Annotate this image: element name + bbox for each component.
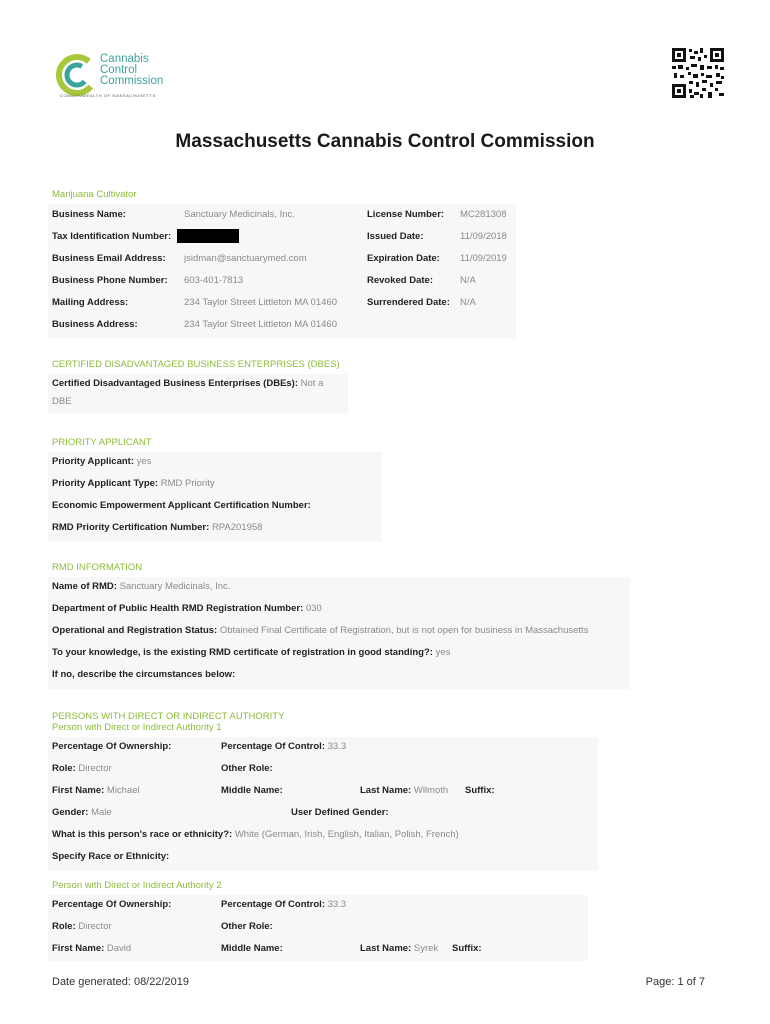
person1-race-value: White (German, Irish, English, Italian, Polish, French) (234, 829, 459, 840)
eea-cert-label: Economic Empowerment Applicant Certification Number: (52, 500, 311, 511)
dbe-value-b: DBE (52, 396, 72, 407)
person1-role-label: Role: (52, 763, 76, 774)
person1-role-value: Director (78, 763, 112, 774)
person2-last-row (360, 943, 438, 954)
person1-last-row (360, 785, 448, 796)
person1-first-row (52, 785, 140, 796)
rmd-standing-row (52, 647, 450, 658)
business-address-value: 234 Taylor Street Littleton MA 01460 (184, 319, 337, 330)
person1-race-label: What is this person's race or ethnicity?: (52, 829, 233, 840)
rmd-cert-value: RPA201958 (211, 522, 263, 533)
person2-control-value: 33.3 (327, 899, 347, 910)
issued-date-label: Issued Date: (367, 231, 424, 242)
person1-control-value: 33.3 (327, 741, 347, 752)
footer-page-number: Page: 1 of 7 (645, 976, 705, 988)
license-type-heading: Marijuana Cultivator (52, 189, 137, 200)
person2-control-row (221, 899, 346, 910)
priority-type-row (52, 478, 215, 489)
rmd-standing-value: yes (435, 647, 451, 658)
tax-id-redaction (177, 229, 239, 243)
business-address-label: Business Address: (52, 319, 138, 330)
person1-last-value: Wilmoth (413, 785, 449, 796)
phone-value: 603-401-7813 (184, 275, 244, 286)
rmd-heading: RMD INFORMATION (52, 562, 143, 573)
person1-gender-label: Gender: (52, 807, 89, 818)
business-name-label: Business Name: (52, 209, 126, 220)
rmd-cert-label: RMD Priority Certification Number: (52, 522, 210, 533)
dbe-value-a: Not a (300, 378, 324, 389)
rmd-name-label: Name of RMD: (52, 581, 117, 592)
person2-other-role-label: Other Role: (221, 921, 273, 932)
email-value: jsidman@sanctuarymed.com (184, 253, 307, 264)
rmd-standing-label: To your knowledge, is the existing RMD certificate of registration in good standing?: (52, 647, 433, 658)
revoked-date-label: Revoked Date: (367, 275, 433, 286)
business-name-value: Sanctuary Medicinals, Inc. (184, 209, 295, 220)
rmd-registration-label: Department of Public Health RMD Registration Number: (52, 603, 304, 614)
rmd-circumstances-label: If no, describe the circumstances below: (52, 669, 236, 680)
mailing-address-label: Mailing Address: (52, 297, 129, 308)
person2-last-value: Syrek (413, 943, 439, 954)
person2-last-label: Last Name: (360, 943, 412, 954)
persons-heading: PERSONS WITH DIRECT OR INDIRECT AUTHORITY (52, 711, 285, 722)
person1-control-label: Percentage Of Control: (221, 741, 325, 752)
rmd-name-value: Sanctuary Medicinals, Inc. (119, 581, 231, 592)
person2-role-label: Role: (52, 921, 76, 932)
person2-role-value: Director (78, 921, 112, 932)
person2-first-value: David (106, 943, 132, 954)
logo-text-line3: Commission (100, 75, 164, 87)
license-number-label: License Number: (367, 209, 445, 220)
qr-code-icon (672, 48, 724, 98)
dbe-heading: CERTIFIED DISADVANTAGED BUSINESS ENTERPRISES (DBES) (52, 359, 340, 370)
person1-last-label: Last Name: (360, 785, 412, 796)
person1-suffix-label: Suffix: (465, 785, 495, 796)
person2-middle-label: Middle Name: (221, 943, 283, 954)
priority-type-value: RMD Priority (160, 478, 215, 489)
phone-label: Business Phone Number: (52, 275, 168, 286)
expiration-date-value: 11/09/2019 (460, 253, 507, 264)
person2-first-label: First Name: (52, 943, 105, 954)
surrendered-date-value: N/A (460, 297, 476, 308)
person1-gender-row (52, 807, 112, 818)
rmd-registration-row (52, 603, 322, 614)
surrendered-date-label: Surrendered Date: (367, 297, 450, 308)
priority-type-label: Priority Applicant Type: (52, 478, 159, 489)
rmd-status-label: Operational and Registration Status: (52, 625, 218, 636)
person1-specify-label: Specify Race or Ethnicity: (52, 851, 170, 862)
ccc-logo-mark-icon (56, 54, 98, 96)
ccc-logo (56, 52, 186, 100)
person1-ownership-label: Percentage Of Ownership: (52, 741, 172, 752)
priority-applicant-label: Priority Applicant: (52, 456, 134, 467)
rmd-registration-value: 030 (305, 603, 322, 614)
person1-first-value: Michael (106, 785, 140, 796)
person1-other-role-label: Other Role: (221, 763, 273, 774)
person2-suffix-label: Suffix: (452, 943, 482, 954)
issued-date-value: 11/09/2018 (460, 231, 507, 242)
person2-ownership-label: Percentage Of Ownership: (52, 899, 172, 910)
rmd-name-row (52, 581, 230, 592)
person1-role-row (52, 763, 112, 774)
license-number-value: MC281308 (460, 209, 507, 220)
person1-control-row (221, 741, 346, 752)
logo-tagline: COMMONWEALTH OF MASSACHUSETTS (60, 93, 156, 98)
person2-role-row (52, 921, 112, 932)
email-label: Business Email Address: (52, 253, 166, 264)
rmd-cert-row (52, 522, 262, 533)
person2-subheading: Person with Direct or Indirect Authority 2 (52, 880, 222, 891)
person2-control-label: Percentage Of Control: (221, 899, 325, 910)
rmd-status-row (52, 625, 588, 636)
priority-applicant-row (52, 456, 151, 467)
rmd-status-value: Obtained Final Certificate of Registration, but is not open for business in Massachusetts (219, 625, 589, 636)
page-title: Massachusetts Cannabis Control Commission (175, 131, 595, 152)
tax-id-label: Tax Identification Number: (52, 231, 172, 242)
dbe-label: Certified Disadvantaged Business Enterprises (DBEs): (52, 378, 299, 389)
logo-text-line1: Cannabis (100, 53, 149, 65)
person1-gender-value: Male (91, 807, 112, 818)
person1-user-gender-label: User Defined Gender: (291, 807, 389, 818)
person2-first-row (52, 943, 131, 954)
priority-heading: PRIORITY APPLICANT (52, 437, 152, 448)
mailing-address-value: 234 Taylor Street Littleton MA 01460 (184, 297, 337, 308)
person1-subheading: Person with Direct or Indirect Authority 1 (52, 722, 222, 733)
footer-date-generated: Date generated: 08/22/2019 (52, 976, 190, 988)
person1-middle-label: Middle Name: (221, 785, 283, 796)
dbe-row (52, 378, 323, 389)
expiration-date-label: Expiration Date: (367, 253, 440, 264)
person1-first-label: First Name: (52, 785, 105, 796)
person1-race-row (52, 829, 459, 840)
logo-text-line2: Control (100, 64, 138, 76)
revoked-date-value: N/A (460, 275, 476, 286)
priority-applicant-value: yes (136, 456, 152, 467)
